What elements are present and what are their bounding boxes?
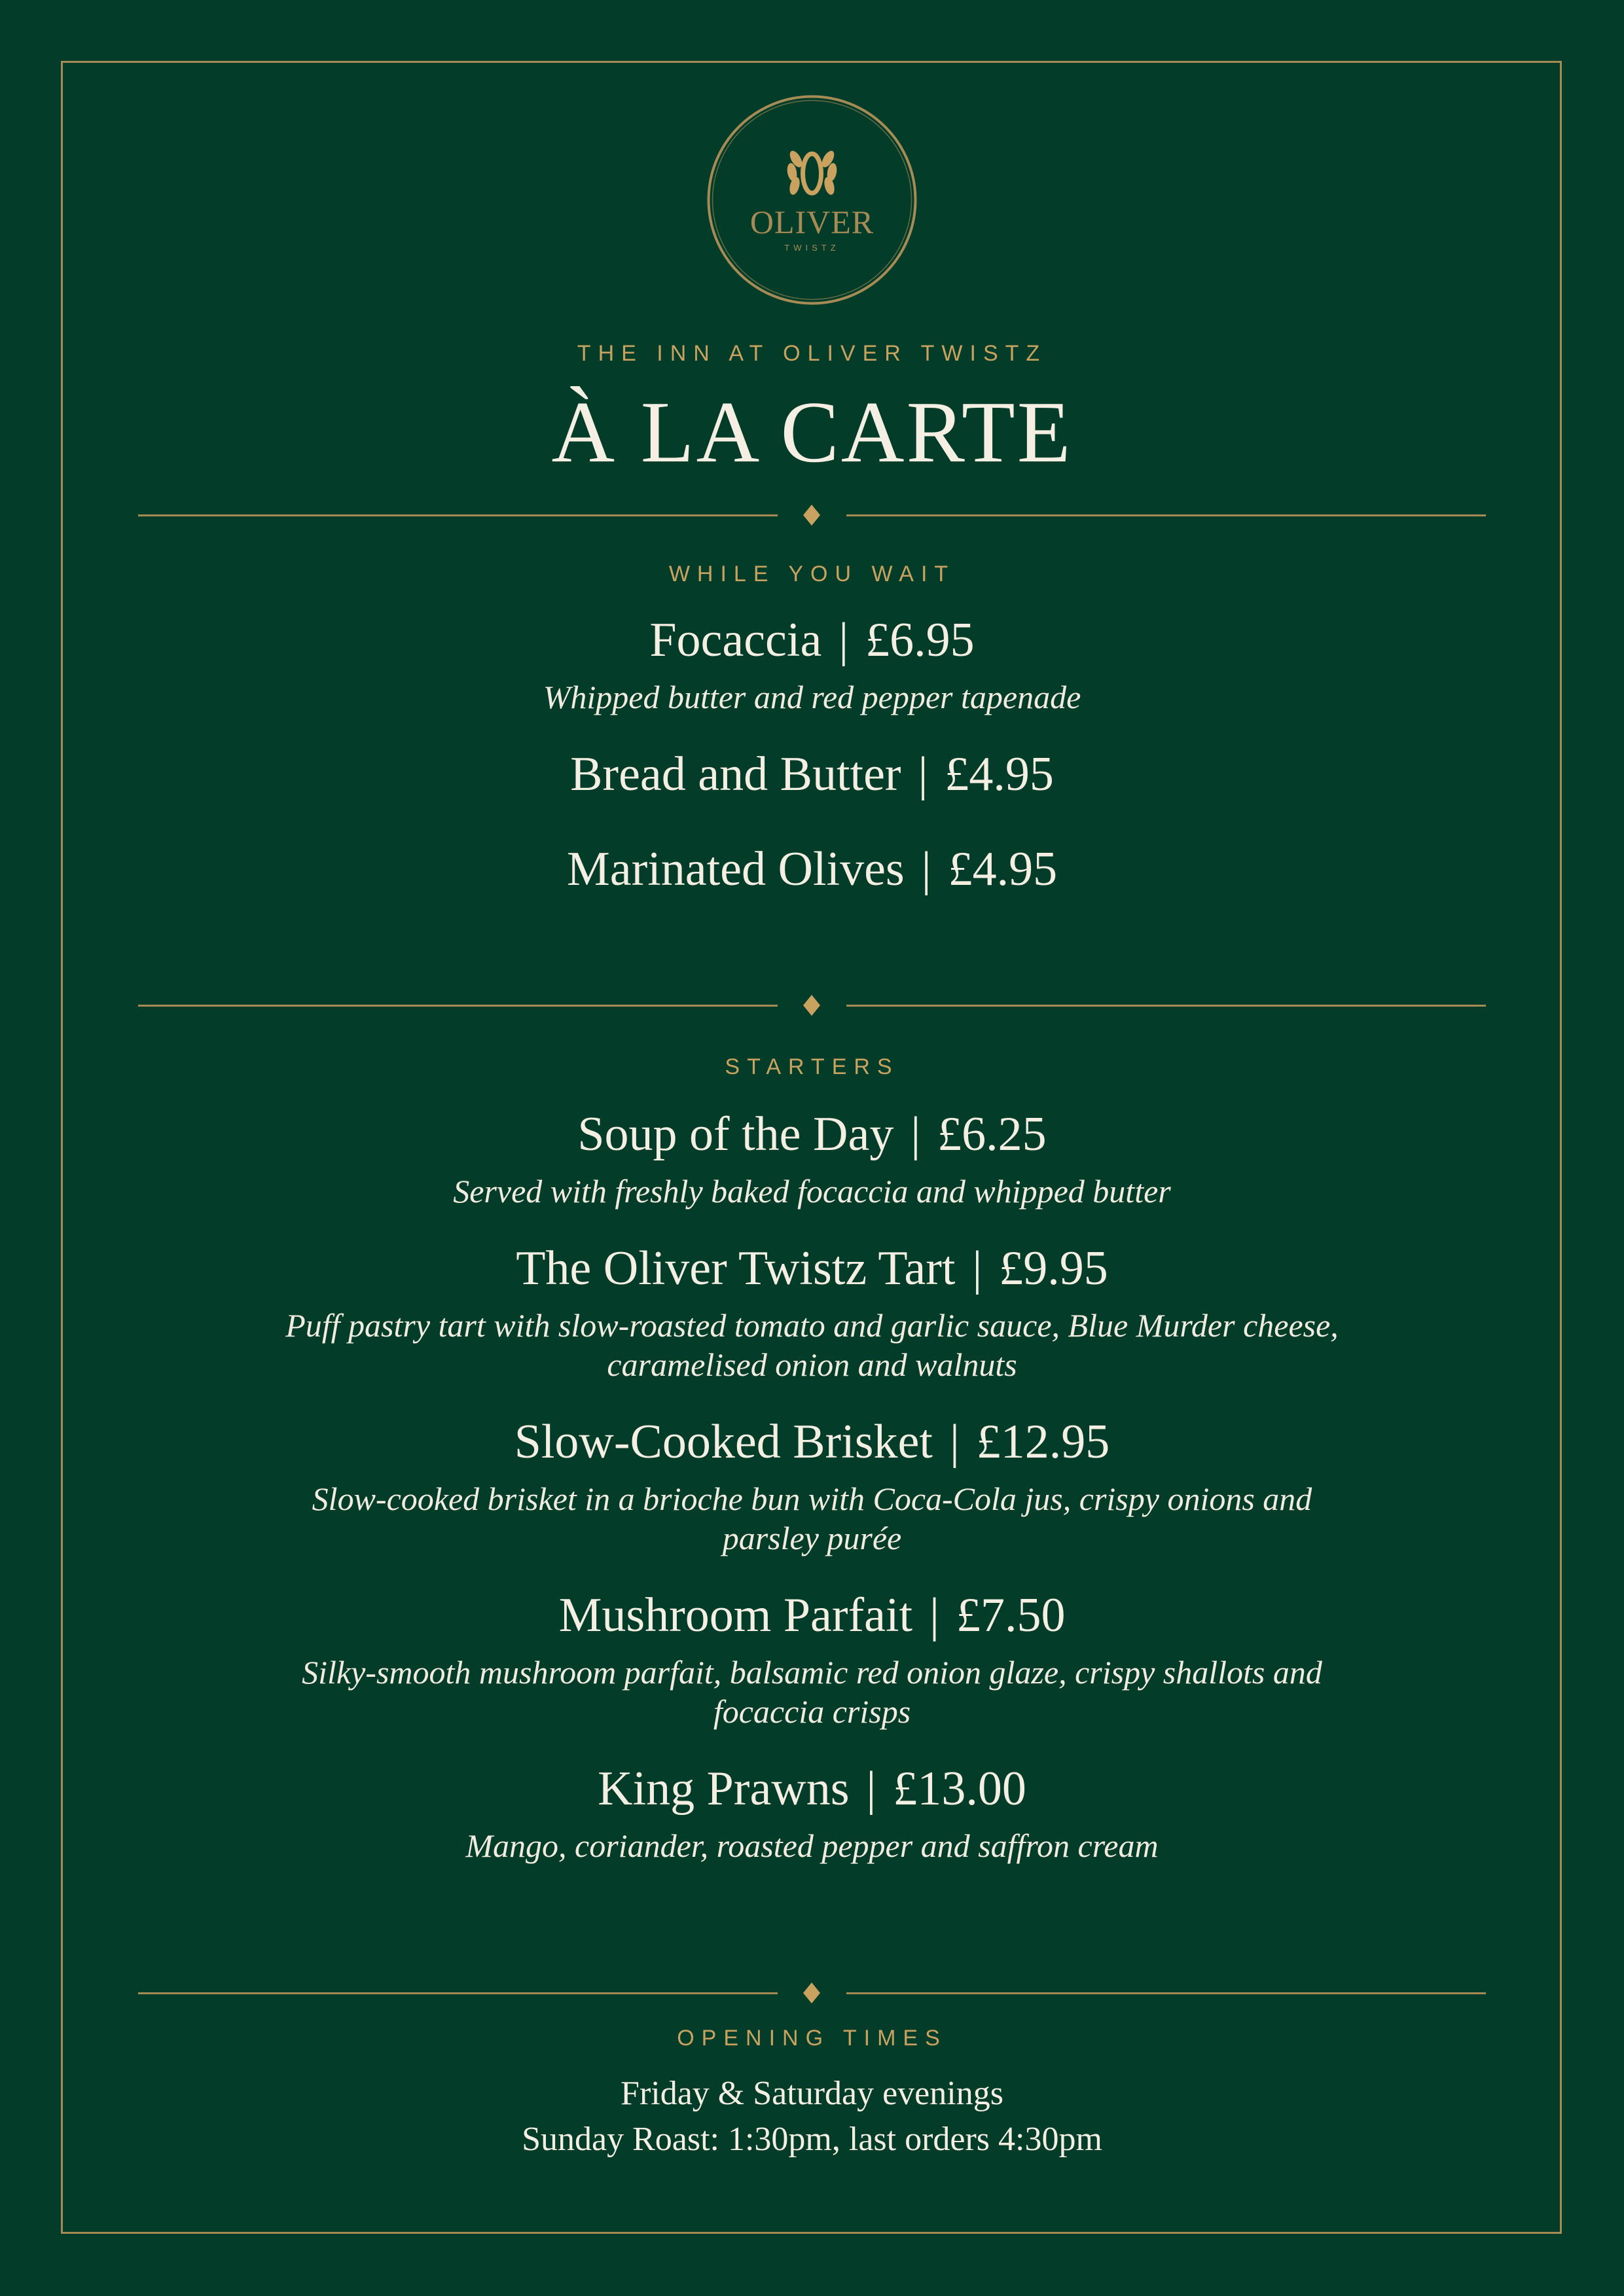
dish-name: Bread and Butter (570, 747, 901, 801)
diamond-icon (803, 995, 820, 1016)
menu-item-description: Whipped butter and red pepper tapenade (543, 679, 1081, 715)
diamond-icon (803, 505, 820, 526)
menu-item-name (0, 1414, 1624, 1470)
price-separator: | (866, 1762, 876, 1816)
price-separator: | (949, 1415, 960, 1469)
dish-name: The Oliver Twistz Tart (516, 1242, 956, 1295)
section-divider (138, 992, 1486, 1018)
dish-price: £13.00 (893, 1762, 1026, 1816)
menu-item-name (0, 1587, 1624, 1643)
dish-name: Marinated Olives (566, 842, 905, 896)
price-separator: | (929, 1588, 939, 1642)
dish-name: Mushroom Parfait (558, 1588, 913, 1642)
menu-item-name (0, 1106, 1624, 1162)
price-separator: | (972, 1242, 983, 1295)
section-heading-while-you-wait: WHILE YOU WAIT (668, 562, 956, 586)
price-separator: | (918, 747, 928, 801)
dish-price: £4.95 (948, 842, 1058, 896)
logo-wordmark: OLIVER (749, 204, 875, 240)
price-separator: | (921, 842, 931, 896)
dish-name: Focaccia (649, 613, 822, 667)
menu-item-description: Puff pastry tart with slow-roasted tomato and garlic sauce, Blue Murder cheese, (285, 1307, 1339, 1344)
dish-price: £7.50 (956, 1588, 1066, 1642)
section-divider (138, 1980, 1486, 2006)
menu-item-name (0, 841, 1624, 897)
menu-item-name (0, 746, 1624, 802)
menu-item-name (0, 1761, 1624, 1817)
dish-price: £6.95 (865, 613, 975, 667)
price-separator: | (911, 1107, 921, 1161)
menu-item-name (0, 1240, 1624, 1297)
dish-name: King Prawns (598, 1762, 850, 1816)
menu-item-description: Silky-smooth mushroom parfait, balsamic red onion glaze, crispy shallots and (302, 1654, 1322, 1691)
section-divider (138, 502, 1486, 528)
restaurant-eyebrow: THE INN AT OLIVER TWISTZ (577, 341, 1047, 366)
price-separator: | (839, 613, 849, 667)
section-heading-opening-times: OPENING TIMES (677, 2026, 947, 2051)
menu-item-description: caramelised onion and walnuts (607, 1346, 1017, 1383)
dish-price: £12.95 (976, 1415, 1110, 1469)
menu-item-description: Slow-cooked brisket in a brioche bun with Coca-Cola jus, crispy onions and (312, 1480, 1312, 1517)
menu-title: À LA CARTE (551, 384, 1073, 480)
olive-wreath-logo-icon (706, 94, 918, 306)
menu-item-description: focaccia crisps (713, 1693, 911, 1730)
logo-subtext: TWISTZ (784, 243, 840, 253)
dish-price: £9.95 (999, 1242, 1108, 1295)
menu-item-description: Mango, coriander, roasted pepper and saffron cream (465, 1827, 1159, 1864)
menu-item-description: parsley purée (722, 1520, 902, 1556)
menu-item-name (0, 612, 1624, 668)
section-heading-starters: STARTERS (725, 1054, 899, 1079)
menu-item-description: Served with freshly baked focaccia and whipped butter (453, 1173, 1171, 1210)
opening-hours-line: Friday & Saturday evenings (621, 2075, 1003, 2112)
dish-price: £4.95 (945, 747, 1054, 801)
diamond-icon (803, 1982, 820, 2003)
dish-name: Soup of the Day (577, 1107, 894, 1161)
dish-name: Slow-Cooked Brisket (514, 1415, 933, 1469)
opening-hours-line: Sunday Roast: 1:30pm, last orders 4:30pm (522, 2121, 1102, 2158)
dish-price: £6.25 (937, 1107, 1047, 1161)
